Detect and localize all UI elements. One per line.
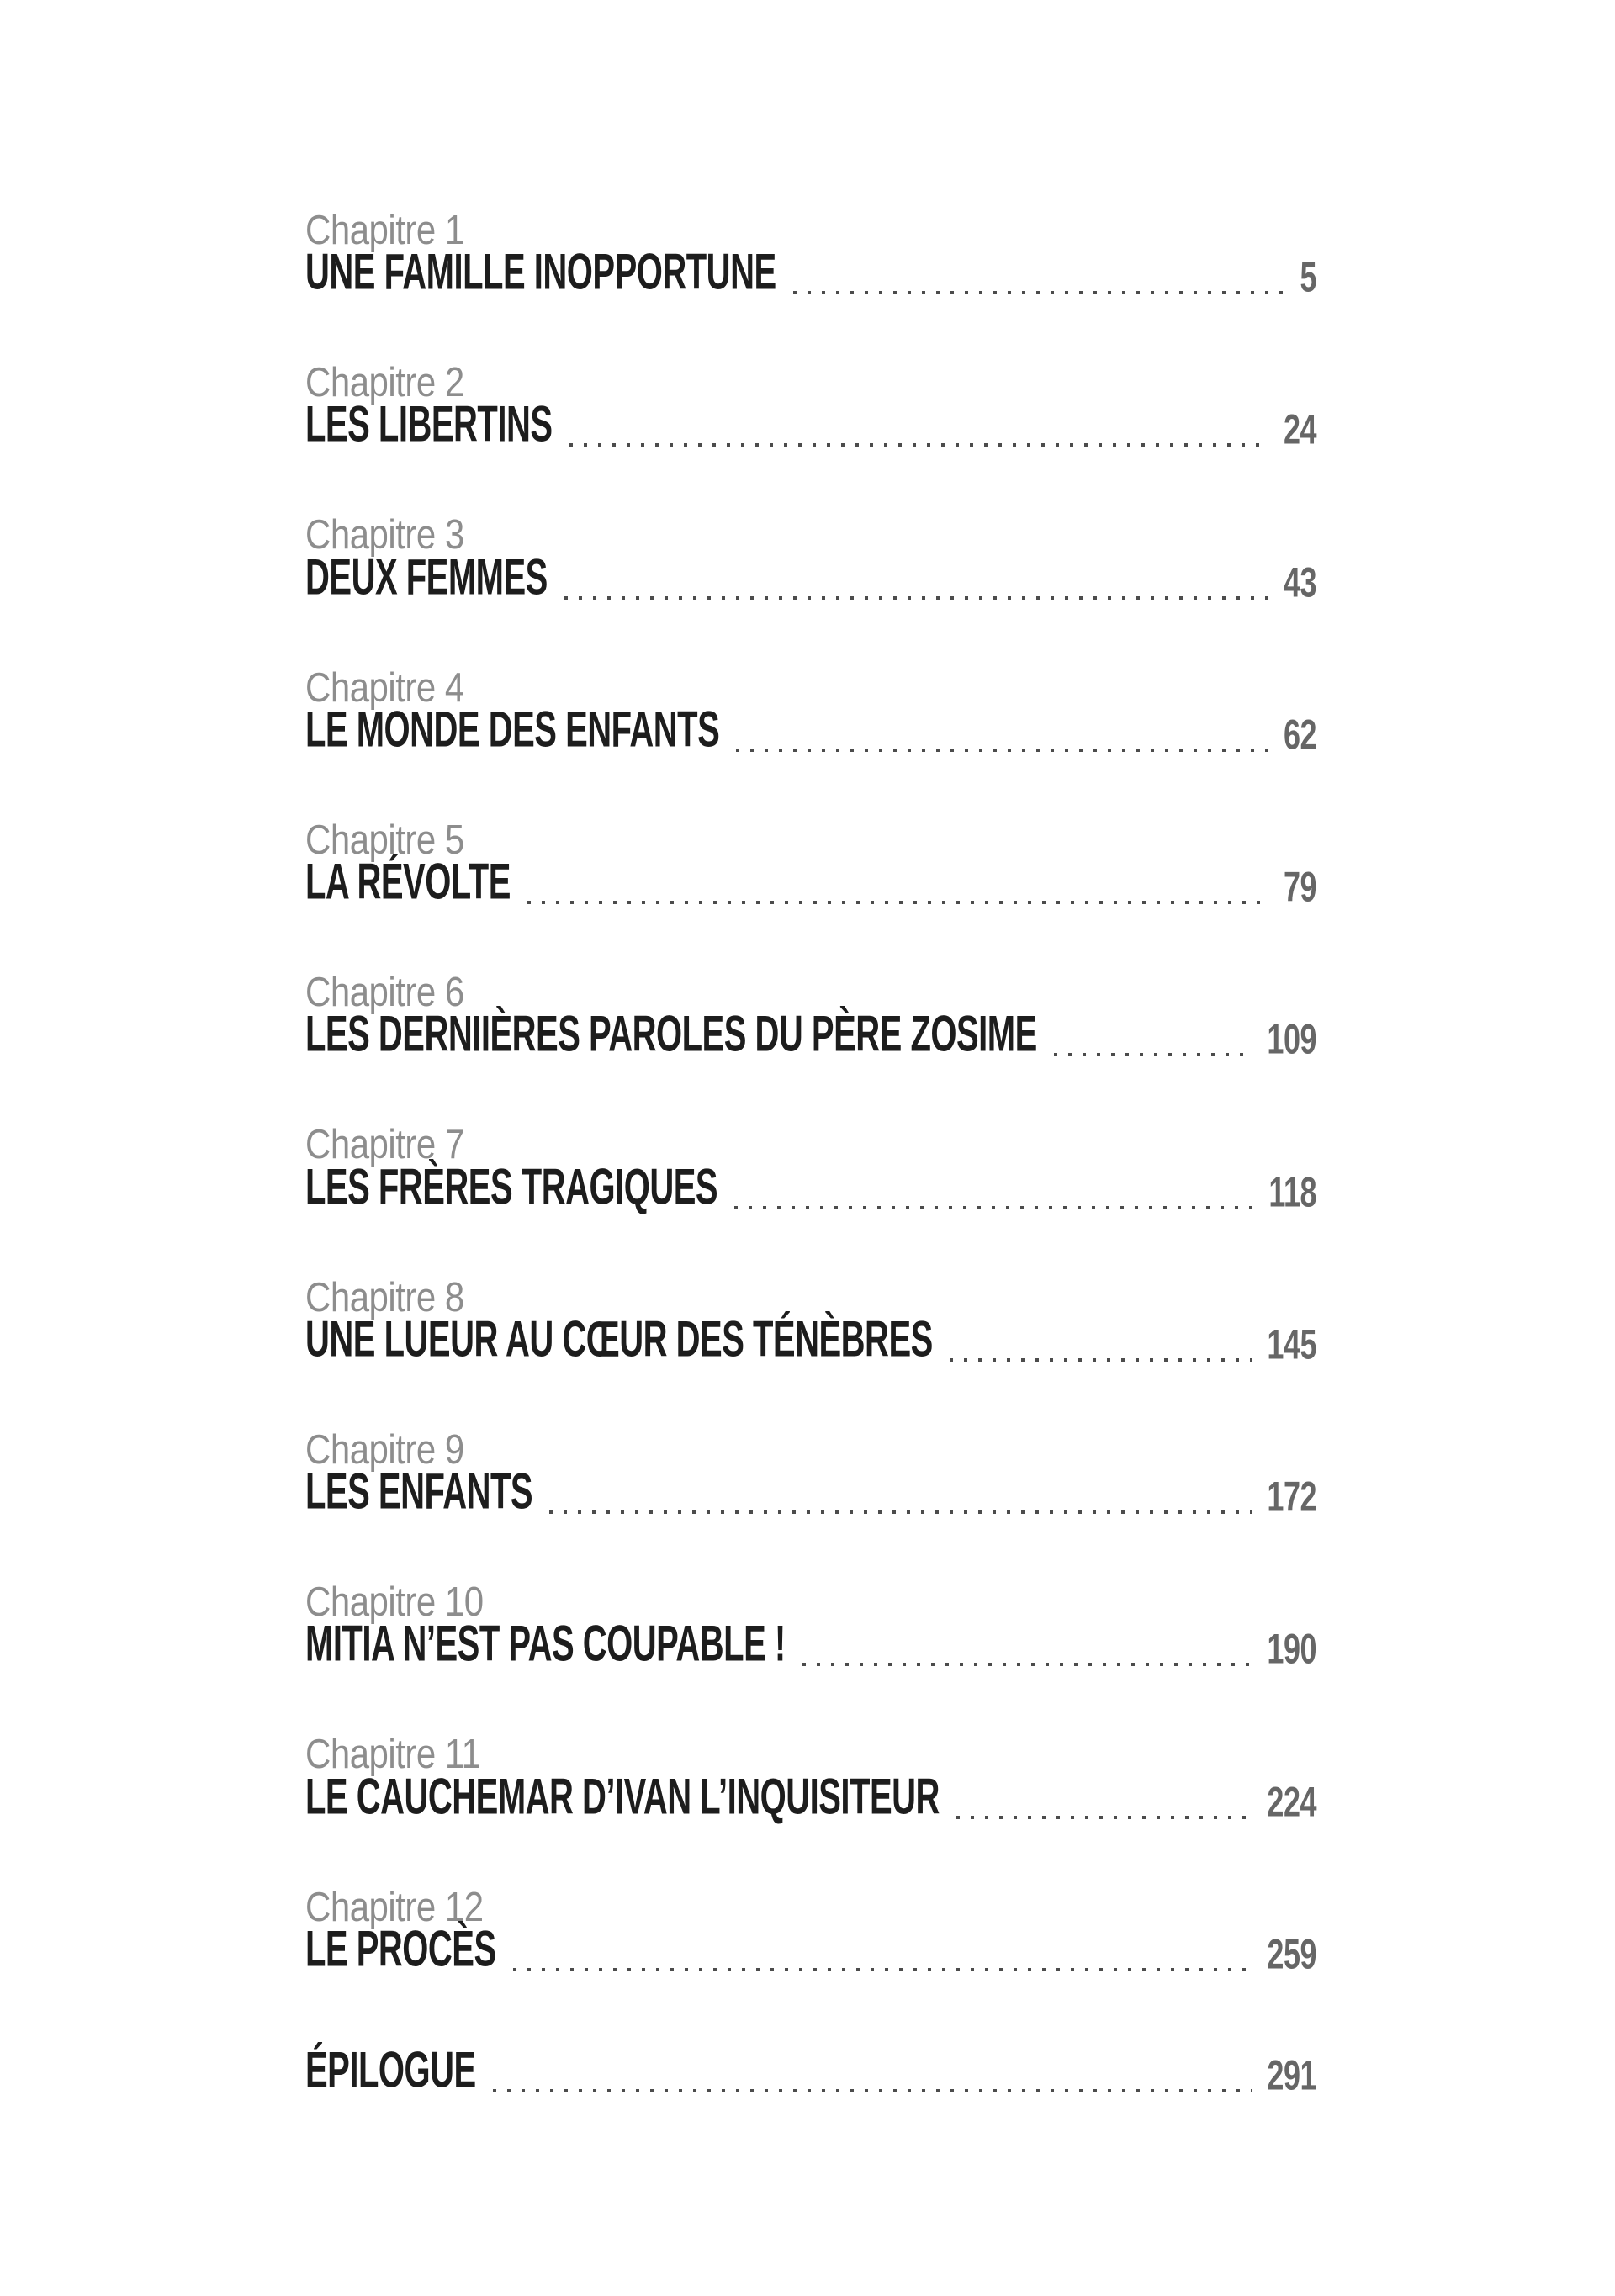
toc-entry [305, 968, 1316, 1067]
chapter-label: Chapitre 2 [305, 358, 464, 405]
chapter-title: DEUX FEMMES [305, 549, 548, 606]
toc-entry-row [305, 2042, 1316, 2103]
chapter-title: LA RÉVOLTE [305, 854, 511, 911]
page-number: 79 [1283, 862, 1316, 911]
page-number: 62 [1283, 710, 1316, 759]
page-number: 118 [1268, 1167, 1316, 1216]
dot-leader [549, 1510, 1252, 1514]
page-number: 5 [1300, 252, 1316, 301]
toc-entry [305, 206, 1316, 305]
dot-leader [950, 1358, 1252, 1362]
chapter-label: Chapitre 4 [305, 663, 464, 711]
chapter-title: UNE LUEUR AU CŒUR DES TÉNÈBRES [305, 1311, 933, 1368]
toc-entry-row [305, 397, 1316, 458]
page-number: 172 [1267, 1472, 1316, 1521]
toc-entry-row [305, 1311, 1316, 1373]
toc-entry [305, 1730, 1316, 1829]
chapter-title: LE MONDE DES ENFANTS [305, 701, 720, 758]
toc-entry [305, 1578, 1316, 1677]
chapter-label: Chapitre 3 [305, 511, 464, 558]
dot-leader [513, 1968, 1252, 1971]
toc-entry-row [305, 549, 1316, 611]
chapter-title: MITIA N’EST PAS COUPABLE ! [305, 1616, 786, 1673]
chapter-label: Chapitre 10 [305, 1578, 484, 1625]
chapter-label: Chapitre 5 [305, 816, 464, 863]
chapter-label: Chapitre 7 [305, 1120, 464, 1168]
toc-entry-row [305, 1921, 1316, 1982]
toc-entry [305, 358, 1316, 458]
toc-entry-row [305, 1159, 1316, 1220]
page-number: 259 [1267, 1928, 1316, 1978]
dot-leader [527, 901, 1268, 904]
chapter-label: Chapitre 12 [305, 1882, 484, 1930]
chapter-title: LES FRÈRES TRAGIQUES [305, 1159, 718, 1215]
toc-entry [305, 1426, 1316, 1525]
dot-leader [734, 1206, 1253, 1209]
toc-entry-row [305, 1616, 1316, 1677]
toc-entry [305, 1882, 1316, 1982]
toc-entry [305, 663, 1316, 763]
page-number: 190 [1267, 1624, 1316, 1673]
dot-leader [793, 291, 1285, 294]
dot-leader [736, 749, 1268, 752]
page-number: 109 [1267, 1014, 1316, 1063]
toc-entry-row [305, 1007, 1316, 1067]
toc-entry-row [305, 1769, 1316, 1830]
toc-entry-row [305, 701, 1316, 763]
dot-leader [564, 596, 1268, 600]
chapter-label: Chapitre 9 [305, 1426, 464, 1473]
chapter-title: LE PROCÈS [305, 1921, 496, 1977]
chapter-label: Chapitre 11 [305, 1730, 481, 1777]
dot-leader [493, 2089, 1252, 2092]
dot-leader [569, 443, 1268, 447]
chapter-title: LES DERNIIÈRES PAROLES DU PÈRE ZOSIME [305, 1007, 1037, 1063]
chapter-title: LE CAUCHEMAR D’IVAN L’INQUISITEUR [305, 1769, 940, 1825]
toc-entry-epilogue [305, 2042, 1316, 2103]
chapter-label: Chapitre 6 [305, 968, 464, 1015]
toc-entry [305, 511, 1316, 610]
toc-entry-row [305, 1464, 1316, 1525]
page-number: 145 [1267, 1320, 1316, 1368]
chapter-label: Chapitre 1 [305, 206, 464, 253]
dot-leader [802, 1663, 1252, 1666]
toc-entry [305, 1272, 1316, 1373]
page-number: 24 [1283, 405, 1316, 453]
chapter-title: UNE FAMILLE INOPPORTUNE [305, 245, 776, 301]
chapter-title: ÉPILOGUE [305, 2042, 476, 2098]
dot-leader [956, 1816, 1252, 1819]
chapter-label: Chapitre 8 [305, 1272, 464, 1320]
page-number: 291 [1267, 2050, 1316, 2099]
table-of-contents [305, 206, 1316, 2162]
toc-entry [305, 1120, 1316, 1219]
toc-entry-row [305, 245, 1316, 305]
chapter-title: LES ENFANTS [305, 1464, 533, 1521]
toc-entry [305, 816, 1316, 915]
toc-entry-row [305, 854, 1316, 915]
page-number: 224 [1267, 1776, 1316, 1826]
dot-leader [1054, 1053, 1252, 1056]
chapter-title: LES LIBERTINS [305, 397, 553, 453]
page-number: 43 [1283, 557, 1316, 606]
